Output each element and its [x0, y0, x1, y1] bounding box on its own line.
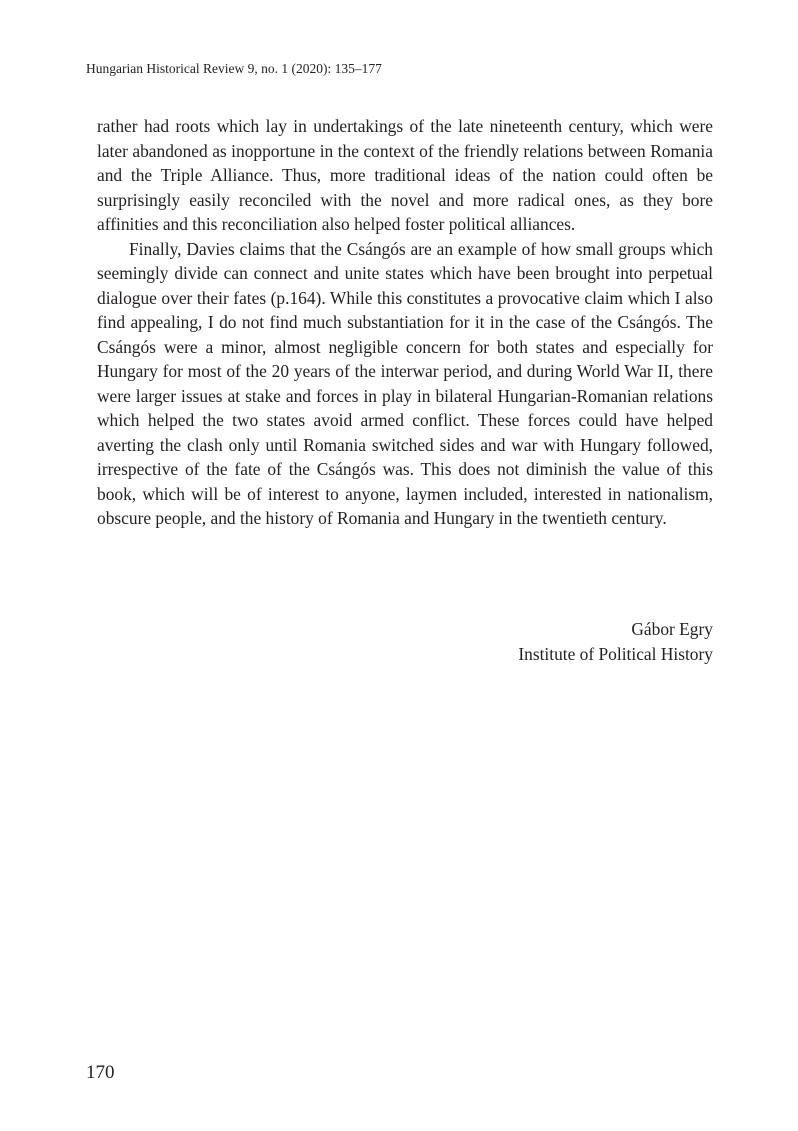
- running-head: Hungarian Historical Review 9, no. 1 (2020): 135–177: [86, 61, 382, 76]
- review-signature: [518, 617, 713, 667]
- author-affiliation: Institute of Political History: [518, 644, 713, 664]
- page-number: 170: [86, 1062, 115, 1083]
- body-paragraph-1: rather had roots which lay in undertakings of the late nineteenth century, which were later abandoned as inopportune in the context of the friendly relations between Romania and the Triple Alliance. Thus, more traditional ideas of the nation could often be surprisingly easily reconciled with the novel and more radical ones, as they bore affinities and this reconciliation also helped foster political alliances.: [97, 116, 713, 234]
- body-paragraph-2: Finally, Davies claims that the Csángós are an example of how small groups which seemingly divide can connect and unite states which have been brought into perpetual dialogue over their fates (p.164). While this constitutes a provocative claim which I also find appealing, I do not find much substantiation for it in the case of the Csángós. The Csángós were a minor, almost negligible concern for both states and especially for Hungary for most of the 20 years of the interwar period, and during World War II, there were larger issues at stake and forces in play in bilateral Hungarian-Romanian relations which helped the two states avoid armed conflict. These forces could have helped averting the clash only until Romania switched sides and war with Hungary followed, irrespective of the fate of the Csángós was. This does not diminish the value of this book, which will be of interest to anyone, laymen included, interested in nationalism, obscure people, and the history of Romania and Hungary in the twentieth century.: [97, 238, 713, 528]
- article-body: [97, 114, 713, 531]
- author-name: Gábor Egry: [631, 619, 713, 639]
